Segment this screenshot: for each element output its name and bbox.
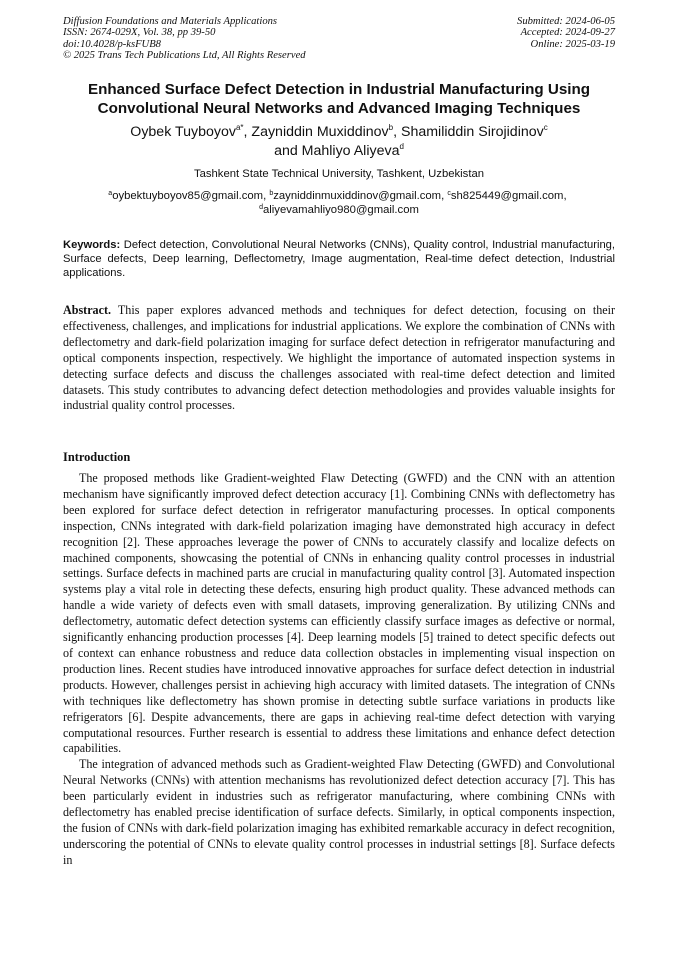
author-4: and Mahliyo Aliyeva$^d$ xyxy=(274,142,404,159)
author-2: Zayniddin Muxiddinov$^b$, xyxy=(251,123,401,140)
keywords-label: Keywords: xyxy=(63,239,121,251)
email-b[interactable]: $^b$zayniddinmuxiddinov@gmail.com xyxy=(269,190,442,202)
keywords-section xyxy=(63,238,615,281)
journal-header-left xyxy=(63,16,306,62)
doi-link[interactable]: doi:10.4028/p-ksFUB8 xyxy=(63,38,161,50)
intro-paragraph-1: The proposed methods like Gradient-weighted Flaw Detecting (GWFD) and the CNN with an attention mechanism have significantly improved defect detection accuracy [1]. Combining CNNs with deflectometry has been explored for surface defect detection in refrigerator manufacturing processes. In optical components inspection, CNNs integrated with dark-field polarization imaging have demonstrated high accuracy in defect recognition [2]. These approaches leverage the power of CNNs to accurately classify and localize defects on machined components, showcasing the potential of CNNs in enhancing quality control processes in industrial settings. Surface defects in machined parts are crucial in manufacturing quality control [3]. Automated inspection systems play a vital role in detecting these defects, ensuring high product quality. These advanced methods can handle a wide variety of defects even with small datasets, improving generalization. By utilizing CNNs and deflectometry, automatic defect detection systems can efficiently classify surface images as defective or normal, significantly enhancing production processes [4]. Deep learning models [5] trained to detect specific defects out of context can enhance robustness and reduce data collection obstacles in implementing visual inspection on production lines. Recent studies have introduced innovative approaches for surface defect detection in industrial products. However, challenges persist in achieving high accuracy with limited datasets. The integration of CNNs with techniques like deflectometry has shown promise in detecting subtle surface variations in products like refrigerators [6]. Despite advancements, there are gaps in achieving real-time defect detection with varying computational resources. Further research is essential to address these limitations and enhance defect detection capabilities. xyxy=(63,471,615,756)
email-c[interactable]: $^c$sh825449@gmail.com xyxy=(447,190,564,202)
copyright-line: © 2025 Trans Tech Publications Ltd, All Rights Reserved xyxy=(63,50,306,62)
author-1: Oybek Tuyboyov$^{a*}$, xyxy=(130,123,252,140)
email-a[interactable]: $^a$oybektuyboyov85@gmail.com xyxy=(108,190,264,202)
abstract-label: Abstract. xyxy=(63,303,112,317)
introduction-body xyxy=(63,471,615,869)
journal-header-right xyxy=(517,16,615,50)
accepted-date: Accepted: 2024-09-27 xyxy=(520,27,615,39)
submitted-date: Submitted: 2024-06-05 xyxy=(517,16,615,27)
author-emails: $^a$oybektuyboyov85@gmail.com, $^b$zayniddinmuxiddinov@gmail.com, $^c$sh825449@gmail.com, $^d$aliyevamahliyo980@gmail.com xyxy=(108,190,570,216)
keywords-text: Defect detection, Convolutional Neural Networks (CNNs), Quality control, Industrial manufacturing, Surface defects, Deep learning, Deflectometry, Image augmentation, Real-time defect detection, Industrial applications. xyxy=(63,239,615,280)
email-d[interactable]: $^d$aliyevamahliyo980@gmail.com xyxy=(259,204,419,216)
introduction-heading: Introduction xyxy=(63,450,131,464)
author-3: Shamiliddin Sirojidinov$^c$ xyxy=(400,123,548,140)
journal-name: Diffusion Foundations and Materials Applications xyxy=(63,16,278,27)
issn-line: ISSN: 2674-029X, Vol. 38, pp 39-50 xyxy=(63,27,216,39)
abstract-section xyxy=(63,303,615,414)
author-list xyxy=(63,123,615,161)
affiliation: Tashkent State Technical University, Tashkent, Uzbekistan xyxy=(193,168,485,180)
intro-paragraph-2: The integration of advanced methods such as Gradient-weighted Flaw Detecting (GWFD) and Convolutional Neural Networks (CNNs) with attention mechanisms has revolutionized defect detection accuracy [7]. This has been particularly evident in industries such as refrigerator manufacturing, where combining CNNs with deflectometry has enabled precise identification of surface defects. Similarly, in optical components inspection, the fusion of CNNs with dark-field polarization imaging has exhibited remarkable accuracy in defect recognition, underscoring the potential of CNNs to elevate quality control processes in industrial settings [8]. Surface defects in xyxy=(63,757,615,867)
paper-title: Enhanced Surface Defect Detection in Industrial Manufacturing Using Convolutional Neural Networks and Advanced Imaging Techniques xyxy=(87,81,591,117)
online-date: Online: 2025-03-19 xyxy=(530,38,615,50)
abstract-text: This paper explores advanced methods and techniques for defect detection, focusing on their effectiveness, challenges, and implications for industrial applications. We explore the combination of CNNs with deflectometry and dark-field polarization imaging for surface defect detection in refrigerator manufacturing and optical components inspection, respectively. We highlight the importance of automated inspection systems in detecting surface defects and discuss the challenges associated with real-time defect detection and limited datasets. This study contributes to advancing defect detection methodologies and provides valuable insights for industrial quality control processes. xyxy=(63,303,615,413)
